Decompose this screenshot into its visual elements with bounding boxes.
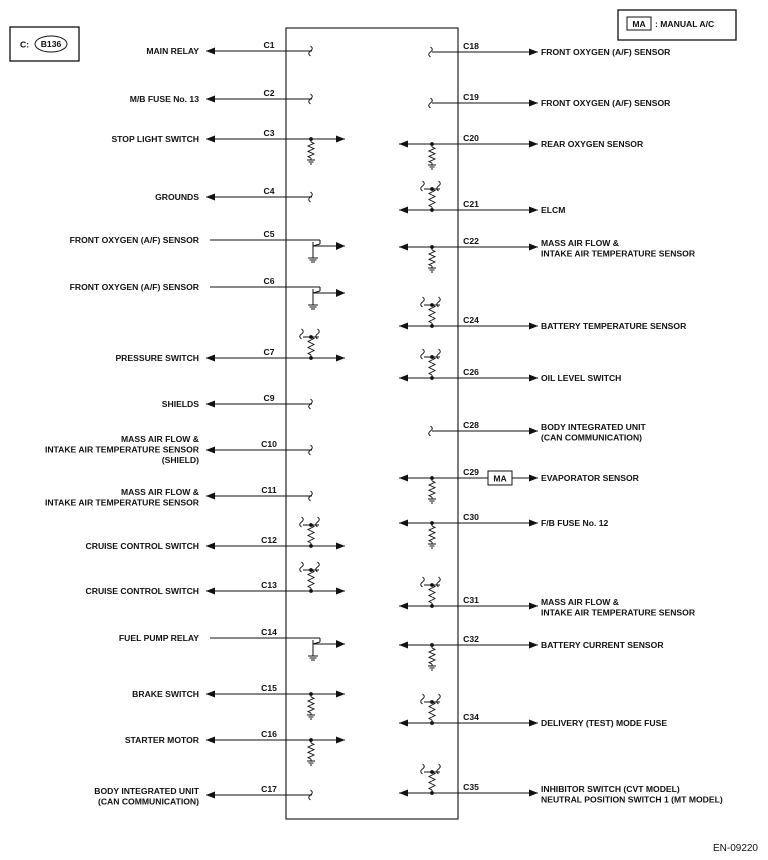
arrow-out	[529, 244, 538, 251]
device-label: FRONT OXYGEN (A/F) SENSOR	[541, 47, 671, 57]
resistor-zigzag	[308, 525, 314, 543]
supply-break	[421, 297, 425, 307]
device-label: CRUISE CONTROL SWITCH	[85, 586, 199, 596]
pin-label: C34	[463, 712, 479, 722]
device-label: FRONT OXYGEN (A/F) SENSOR	[69, 282, 199, 292]
arrow-out	[529, 720, 538, 727]
transistor-arrow	[336, 640, 345, 648]
circuits	[45, 40, 723, 807]
arrow-out	[206, 48, 215, 55]
pin-label: C32	[463, 634, 479, 644]
arrow-in	[399, 790, 408, 797]
circuit-c13	[86, 562, 345, 596]
device-label: REAR OXYGEN SENSOR	[541, 139, 644, 149]
device-label: FUEL PUMP RELAY	[118, 633, 199, 643]
pin-label: C11	[261, 485, 277, 495]
arrow-out	[529, 790, 538, 797]
device-label: SHIELDS	[161, 399, 199, 409]
device-label: MASS AIR FLOW &	[541, 238, 619, 248]
arrow-in	[336, 136, 345, 143]
pin-label: C35	[463, 782, 479, 792]
arrow-out	[529, 375, 538, 382]
arrow-out	[529, 141, 538, 148]
pin-label: C3	[263, 128, 275, 138]
resistor-zigzag	[429, 481, 435, 497]
device-label: OIL LEVEL SWITCH	[541, 373, 622, 383]
pin-label: C26	[463, 367, 479, 377]
pin-label: C6	[263, 276, 275, 286]
pin-label: C18	[463, 41, 479, 51]
wire-break	[429, 47, 433, 57]
circuit-c34	[399, 694, 667, 728]
pin-label: C1	[263, 40, 275, 50]
circuit-c14	[119, 627, 345, 660]
pin-label: C13	[261, 580, 277, 590]
device-label: (SHIELD)	[161, 455, 199, 466]
resistor-zigzag	[308, 697, 314, 713]
supply-break	[421, 764, 425, 774]
circuit-c9	[162, 393, 313, 409]
pin-label: C7	[263, 347, 275, 357]
circuit-c3	[111, 128, 345, 164]
device-label: MASS AIR FLOW &	[121, 434, 199, 444]
arrow-out	[529, 100, 538, 107]
resistor-zigzag	[308, 337, 314, 355]
legend-badge: MA	[632, 19, 646, 29]
device-label: INTAKE AIR TEMPERATURE SENSOR	[44, 444, 199, 455]
arrow-in	[336, 737, 345, 744]
wire-break	[429, 426, 433, 436]
circuit-c24	[399, 297, 687, 331]
circuit-c12	[86, 517, 345, 551]
device-label: MAIN RELAY	[146, 46, 199, 56]
device-label: F/B FUSE No. 12	[541, 518, 609, 528]
device-label: INTAKE AIR TEMPERATURE SENSOR	[541, 248, 696, 259]
resistor-zigzag	[308, 743, 314, 759]
connector-id: B136	[40, 39, 62, 49]
arrow-out	[206, 543, 215, 550]
legend-text: : MANUAL A/C	[655, 19, 715, 29]
circuit-c20	[399, 133, 644, 169]
pin-label: C2	[263, 88, 275, 98]
circuit-c18	[429, 41, 671, 57]
arrow-out	[206, 136, 215, 143]
resistor-zigzag	[308, 570, 314, 588]
arrow-in	[336, 355, 345, 362]
circuit-c11	[45, 485, 312, 508]
circuit-c16	[125, 729, 345, 765]
device-label: M/B FUSE No. 13	[129, 94, 199, 104]
arrow-out	[206, 401, 215, 408]
circuit-c31	[399, 577, 696, 618]
arrow-out	[206, 447, 215, 454]
pin-label: C19	[463, 92, 479, 102]
device-label: CRUISE CONTROL SWITCH	[85, 541, 199, 551]
circuit-c19	[429, 92, 671, 108]
pin-label: C30	[463, 512, 479, 522]
arrow-out	[529, 49, 538, 56]
device-label: INTAKE AIR TEMPERATURE SENSOR	[44, 497, 199, 508]
device-label: FRONT OXYGEN (A/F) SENSOR	[541, 98, 671, 108]
pin-label: C21	[463, 199, 479, 209]
device-label: STOP LIGHT SWITCH	[111, 134, 199, 144]
circuit-c15	[132, 683, 345, 719]
arrow-out	[529, 323, 538, 330]
resistor-zigzag	[429, 189, 435, 207]
pin-label: C9	[263, 393, 275, 403]
supply-break	[421, 181, 425, 191]
circuit-c21	[399, 181, 565, 215]
arrow-out	[206, 493, 215, 500]
supply-break	[300, 562, 304, 572]
arrow-in	[336, 543, 345, 550]
transistor-arrow	[336, 242, 345, 250]
circuit-c17	[94, 784, 312, 807]
device-label: BODY INTEGRATED UNIT	[94, 786, 199, 796]
footer-code: EN-09220	[712, 843, 758, 854]
ma-badge: MA	[493, 473, 507, 484]
resistor-zigzag	[429, 526, 435, 542]
circuit-c6	[70, 276, 345, 309]
arrow-out	[206, 194, 215, 201]
arrow-in	[399, 323, 408, 330]
arrow-in	[399, 475, 408, 482]
device-label: BRAKE SWITCH	[132, 689, 199, 699]
pin-label: C5	[263, 229, 275, 239]
resistor-zigzag	[429, 585, 435, 603]
device-label: FRONT OXYGEN (A/F) SENSOR	[69, 235, 199, 245]
arrow-out	[206, 355, 215, 362]
arrow-out	[529, 475, 538, 482]
supply-break	[300, 329, 304, 339]
resistor-zigzag	[429, 250, 435, 266]
arrow-out	[206, 588, 215, 595]
device-label: BATTERY TEMPERATURE SENSOR	[541, 321, 687, 331]
circuit-c29	[399, 467, 640, 503]
device-label: STARTER MOTOR	[124, 735, 199, 745]
circuit-c10	[45, 434, 312, 465]
device-label: DELIVERY (TEST) MODE FUSE	[541, 718, 668, 728]
arrow-out	[529, 603, 538, 610]
arrow-in	[336, 691, 345, 698]
supply-break	[300, 517, 304, 527]
resistor-zigzag	[429, 357, 435, 375]
arrow-in	[399, 207, 408, 214]
circuit-c22	[399, 236, 696, 272]
arrow-out	[529, 520, 538, 527]
supply-break	[421, 349, 425, 359]
device-label: ELCM	[541, 205, 566, 215]
circuit-c35	[399, 764, 723, 805]
arrow-in	[399, 375, 408, 382]
arrow-out	[206, 96, 215, 103]
device-label: BATTERY CURRENT SENSOR	[541, 640, 664, 650]
arrow-in	[336, 588, 345, 595]
device-label: PRESSURE SWITCH	[115, 353, 199, 363]
circuit-c2	[130, 88, 313, 104]
circuit-c32	[399, 634, 664, 670]
pin-label: C15	[261, 683, 277, 693]
connector-prefix: C:	[20, 39, 30, 50]
circuit-c4	[155, 186, 312, 202]
circuit-c7	[115, 329, 345, 363]
pin-label: C22	[463, 236, 479, 246]
pin-label: C29	[463, 467, 479, 477]
circuit-c30	[399, 512, 609, 548]
resistor-zigzag	[429, 648, 435, 664]
device-label: INTAKE AIR TEMPERATURE SENSOR	[541, 607, 696, 618]
arrow-out	[529, 642, 538, 649]
pin-label: C24	[463, 315, 479, 325]
wire-break	[429, 98, 433, 108]
device-label: MASS AIR FLOW &	[121, 487, 199, 497]
arrow-in	[399, 642, 408, 649]
pin-label: C20	[463, 133, 479, 143]
supply-break	[421, 694, 425, 704]
arrow-out	[529, 428, 538, 435]
circuit-c26	[399, 349, 621, 383]
circuit-c28	[429, 420, 647, 443]
device-label: GROUNDS	[155, 192, 199, 202]
supply-break	[421, 577, 425, 587]
transistor-arrow	[336, 289, 345, 297]
arrow-out	[529, 207, 538, 214]
pin-label: C14	[261, 627, 277, 637]
resistor-zigzag	[429, 702, 435, 720]
arrow-in	[399, 244, 408, 251]
arrow-in	[399, 141, 408, 148]
pin-label: C16	[261, 729, 277, 739]
circuit-c5	[70, 229, 345, 262]
device-label: (CAN COMMUNICATION)	[541, 432, 643, 443]
arrow-out	[206, 691, 215, 698]
arrow-in	[399, 603, 408, 610]
resistor-zigzag	[429, 147, 435, 163]
resistor-zigzag	[429, 772, 435, 790]
device-label: (CAN COMMUNICATION)	[97, 796, 199, 807]
arrow-in	[399, 720, 408, 727]
pin-label: C10	[261, 439, 277, 449]
pin-label: C17	[261, 784, 277, 794]
arrow-in	[399, 520, 408, 527]
pin-label: C12	[261, 535, 277, 545]
pin-label: C31	[463, 595, 479, 605]
device-label: EVAPORATOR SENSOR	[541, 473, 639, 483]
pin-label: C4	[263, 186, 275, 196]
resistor-zigzag	[429, 305, 435, 323]
device-label: MASS AIR FLOW &	[541, 597, 619, 607]
circuit-c1	[146, 40, 312, 56]
device-label: BODY INTEGRATED UNIT	[541, 422, 646, 432]
pin-label: C28	[463, 420, 479, 430]
arrow-out	[206, 737, 215, 744]
device-label: INHIBITOR SWITCH (CVT MODEL)	[541, 784, 680, 794]
arrow-out	[206, 792, 215, 799]
resistor-zigzag	[308, 142, 314, 158]
device-label: NEUTRAL POSITION SWITCH 1 (MT MODEL)	[541, 794, 723, 805]
